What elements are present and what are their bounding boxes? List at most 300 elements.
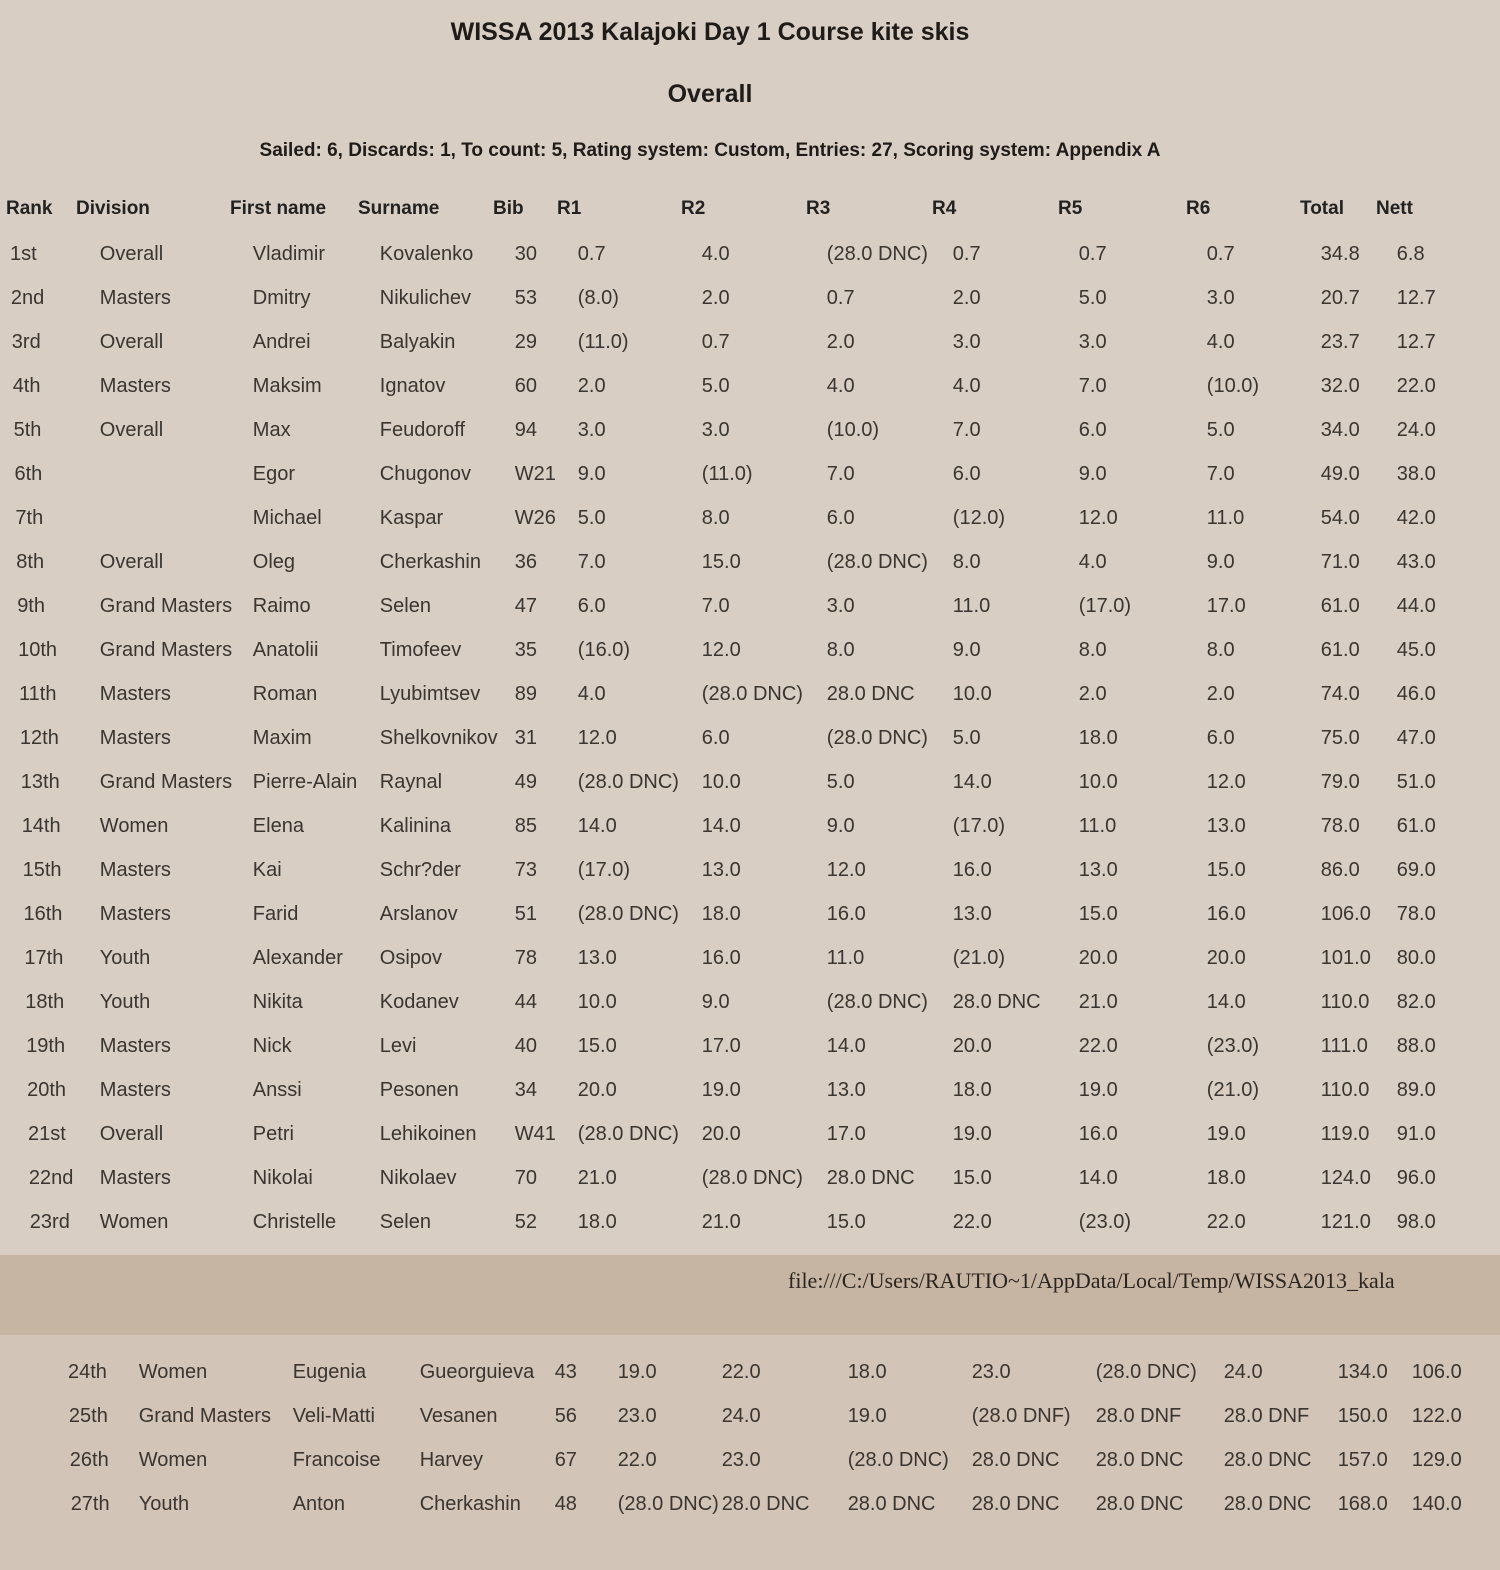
cell-division: Overall: [99, 242, 164, 265]
cell-r3: 18.0: [847, 1360, 887, 1383]
cell-surname: Kalinina: [379, 814, 451, 837]
cell-bib: W21: [514, 462, 556, 485]
cell-nett: 22.0: [1396, 374, 1436, 397]
cell-r3: 13.0: [826, 1078, 866, 1101]
cell-r3: 3.0: [826, 594, 855, 617]
cell-total: 78.0: [1320, 814, 1360, 837]
cell-nett: 122.0: [1411, 1404, 1462, 1427]
cell-r6: 13.0: [1206, 814, 1246, 837]
cell-rank: 13th: [20, 770, 60, 793]
cell-surname: Kovalenko: [379, 242, 474, 265]
cell-first-name: Francoise: [292, 1448, 381, 1471]
cell-rank: 9th: [17, 594, 45, 617]
cell-r1: 0.7: [577, 242, 606, 265]
cell-r4: 11.0: [952, 594, 991, 617]
cell-rank: 17th: [24, 946, 64, 969]
cell-r5: 11.0: [1078, 814, 1117, 837]
cell-r1: (11.0): [577, 330, 629, 353]
header-r2: R2: [681, 198, 706, 219]
cell-r2: 8.0: [701, 506, 730, 529]
table-row: [0, 804, 1467, 848]
cell-r4: (17.0): [952, 814, 1006, 837]
cell-total: 54.0: [1320, 506, 1360, 529]
cell-r6: 12.0: [1206, 770, 1246, 793]
cell-surname: Nikolaev: [379, 1166, 457, 1189]
cell-r1: 18.0: [577, 1210, 617, 1233]
cell-bib: 60: [514, 374, 538, 397]
cell-first-name: Kai: [252, 858, 282, 881]
cell-r5: 2.0: [1078, 682, 1107, 705]
cell-r6: 15.0: [1206, 858, 1246, 881]
cell-total: 61.0: [1320, 594, 1360, 617]
cell-first-name: Christelle: [252, 1210, 337, 1233]
table-row: [0, 1394, 1482, 1438]
cell-r5: (17.0): [1078, 594, 1132, 617]
cell-r2: 24.0: [721, 1404, 761, 1427]
cell-r6: 20.0: [1206, 946, 1246, 969]
cell-division: Grand Masters: [99, 770, 233, 793]
cell-nett: 51.0: [1396, 770, 1436, 793]
cell-rank: 18th: [25, 990, 65, 1013]
cell-r6: 8.0: [1206, 638, 1235, 661]
cell-r2: (11.0): [701, 462, 753, 485]
cell-total: 49.0: [1320, 462, 1360, 485]
cell-r2: 18.0: [701, 902, 741, 925]
cell-first-name: Maxim: [252, 726, 312, 749]
cell-r4: 19.0: [952, 1122, 992, 1145]
cell-division: Youth: [138, 1492, 190, 1515]
cell-first-name: Anton: [292, 1492, 345, 1515]
cell-rank: 8th: [16, 550, 45, 573]
table-row: [0, 936, 1467, 980]
cell-r5: 4.0: [1078, 550, 1107, 573]
cell-total: 110.0: [1320, 990, 1370, 1013]
cell-rank: 7th: [15, 506, 44, 529]
cell-nett: 129.0: [1411, 1448, 1462, 1471]
cell-r6: (21.0): [1206, 1078, 1260, 1101]
cell-r6: 6.0: [1206, 726, 1235, 749]
cell-rank: 16th: [23, 902, 63, 925]
cell-r6: 11.0: [1206, 506, 1245, 529]
cell-r3: 0.7: [826, 286, 855, 309]
cell-r5: 19.0: [1078, 1078, 1118, 1101]
cell-total: 111.0: [1320, 1034, 1368, 1057]
cell-first-name: Anatolii: [252, 638, 319, 661]
cell-r5: 8.0: [1078, 638, 1107, 661]
cell-r5: (23.0): [1078, 1210, 1132, 1233]
cell-first-name: Oleg: [252, 550, 296, 573]
cell-division: [100, 496, 253, 540]
cell-nett: 47.0: [1396, 726, 1436, 749]
cell-r3: 28.0 DNC: [826, 682, 915, 705]
cell-r5: 6.0: [1078, 418, 1107, 441]
cell-r2: 14.0: [701, 814, 741, 837]
cell-r2: (28.0 DNC): [701, 682, 803, 705]
cell-r1: (28.0 DNC): [577, 770, 679, 793]
cell-nett: 61.0: [1396, 814, 1436, 837]
table-row: [0, 1438, 1482, 1482]
cell-division: Overall: [99, 1122, 164, 1145]
cell-bib: 85: [514, 814, 538, 837]
cell-r2: 6.0: [701, 726, 730, 749]
cell-first-name: Raimo: [252, 594, 311, 617]
cell-bib: 40: [514, 1034, 538, 1057]
cell-rank: 20th: [27, 1078, 67, 1101]
cell-r2: 20.0: [701, 1122, 741, 1145]
cell-r5: 5.0: [1078, 286, 1107, 309]
cell-r6: 28.0 DNC: [1223, 1448, 1312, 1471]
cell-nett: 24.0: [1396, 418, 1436, 441]
cell-r3: (28.0 DNC): [826, 242, 928, 265]
cell-nett: 106.0: [1411, 1360, 1462, 1383]
cell-bib: 67: [554, 1448, 577, 1471]
cell-r6: 24.0: [1223, 1360, 1263, 1383]
header-bib: Bib: [493, 198, 524, 219]
cell-nett: 88.0: [1396, 1034, 1436, 1057]
cell-r3: 12.0: [826, 858, 866, 881]
cell-rank: 4th: [12, 374, 41, 397]
cell-first-name: Vladimir: [252, 242, 326, 265]
cell-r3: 28.0 DNC: [847, 1492, 936, 1515]
cell-r2: 19.0: [701, 1078, 741, 1101]
cell-nett: 46.0: [1396, 682, 1436, 705]
cell-nett: 69.0: [1396, 858, 1436, 881]
cell-r3: 8.0: [826, 638, 855, 661]
cell-r5: 20.0: [1078, 946, 1118, 969]
cell-r4: 28.0 DNC: [971, 1448, 1060, 1471]
cell-surname: Nikulichev: [379, 286, 471, 309]
cell-total: 124.0: [1320, 1166, 1371, 1189]
cell-r5: 16.0: [1078, 1122, 1118, 1145]
cell-r5: 28.0 DNF: [1095, 1404, 1182, 1427]
cell-total: 79.0: [1320, 770, 1360, 793]
cell-total: 34.0: [1320, 418, 1360, 441]
header-r4: R4: [932, 198, 957, 219]
cell-r4: 22.0: [952, 1210, 992, 1233]
cell-nett: 12.7: [1396, 286, 1436, 309]
cell-r5: 22.0: [1078, 1034, 1118, 1057]
cell-rank: 15th: [22, 858, 62, 881]
cell-r5: 12.0: [1078, 506, 1118, 529]
cell-r5: (28.0 DNC): [1095, 1360, 1197, 1383]
cell-first-name: Elena: [252, 814, 304, 837]
cell-r3: 28.0 DNC: [826, 1166, 915, 1189]
cell-total: 23.7: [1320, 330, 1360, 353]
table-row: [0, 1024, 1467, 1068]
cell-bib: W41: [514, 1122, 556, 1145]
cell-r3: (28.0 DNC): [826, 550, 928, 573]
cell-surname: Feudoroff: [379, 418, 466, 441]
cell-first-name: Alexander: [252, 946, 343, 969]
cell-bib: 56: [554, 1404, 577, 1427]
table-row: [0, 1156, 1467, 1200]
cell-r4: 13.0: [952, 902, 992, 925]
cell-total: 150.0: [1337, 1404, 1388, 1427]
cell-division: Youth: [99, 990, 151, 1013]
cell-first-name: Veli-Matti: [292, 1404, 375, 1427]
cell-r5: 18.0: [1078, 726, 1118, 749]
header-surname: Surname: [358, 198, 440, 219]
cell-division: Overall: [99, 418, 164, 441]
cell-division: Masters: [99, 286, 171, 309]
cell-total: 34.8: [1320, 242, 1360, 265]
cell-r4: 2.0: [952, 286, 981, 309]
table-row: [0, 892, 1467, 936]
cell-division: Masters: [99, 374, 171, 397]
cell-rank: 25th: [68, 1404, 108, 1427]
cell-division: Masters: [99, 902, 171, 925]
cell-r6: 14.0: [1206, 990, 1246, 1013]
cell-r2: 17.0: [701, 1034, 741, 1057]
cell-r6: 17.0: [1206, 594, 1246, 617]
cell-first-name: Andrei: [252, 330, 311, 353]
cell-total: 119.0: [1320, 1122, 1370, 1145]
cell-r4: 8.0: [952, 550, 981, 573]
cell-bib: 78: [514, 946, 538, 969]
page-subtitle: Overall: [667, 80, 753, 108]
cell-nett: 80.0: [1396, 946, 1436, 969]
cell-r5: 9.0: [1078, 462, 1107, 485]
cell-total: 106.0: [1320, 902, 1371, 925]
cell-nett: 91.0: [1396, 1122, 1436, 1145]
table-row: [0, 452, 1467, 496]
cell-nett: 38.0: [1396, 462, 1436, 485]
cell-r2: 22.0: [721, 1360, 761, 1383]
cell-first-name: Roman: [252, 682, 318, 705]
cell-nett: 140.0: [1411, 1492, 1462, 1515]
cell-r4: 10.0: [952, 682, 992, 705]
cell-surname: Gueorguieva: [419, 1360, 535, 1383]
cell-bib: 30: [514, 242, 538, 265]
cell-bib: 31: [514, 726, 538, 749]
cell-total: 134.0: [1337, 1360, 1388, 1383]
cell-total: 168.0: [1337, 1492, 1388, 1515]
cell-rank: 22nd: [28, 1166, 74, 1189]
cell-division: Masters: [99, 682, 171, 705]
cell-r3: 9.0: [826, 814, 855, 837]
cell-r6: 28.0 DNF: [1223, 1404, 1310, 1427]
cell-r2: 21.0: [701, 1210, 741, 1233]
cell-r4: 0.7: [952, 242, 981, 265]
cell-r2: 3.0: [701, 418, 730, 441]
cell-total: 20.7: [1320, 286, 1360, 309]
cell-total: 75.0: [1320, 726, 1360, 749]
cell-r4: (12.0): [952, 506, 1006, 529]
cell-r5: 0.7: [1078, 242, 1107, 265]
cell-total: 157.0: [1337, 1448, 1388, 1471]
cell-r4: 4.0: [952, 374, 981, 397]
cell-r6: 0.7: [1206, 242, 1235, 265]
cell-r5: 7.0: [1078, 374, 1107, 397]
cell-division: Masters: [99, 858, 171, 881]
cell-division: Grand Masters: [99, 594, 233, 617]
header-r3: R3: [806, 198, 831, 219]
cell-first-name: Pierre-Alain: [252, 770, 358, 793]
cell-surname: Selen: [379, 594, 431, 617]
cell-bib: 89: [514, 682, 538, 705]
cell-r3: 19.0: [847, 1404, 887, 1427]
cell-bib: 94: [514, 418, 538, 441]
cell-r1: 10.0: [577, 990, 617, 1013]
cell-r5: 14.0: [1078, 1166, 1118, 1189]
cell-rank: 19th: [26, 1034, 66, 1057]
cell-r1: 4.0: [577, 682, 606, 705]
cell-rank: 2nd: [10, 286, 45, 309]
cell-r1: 13.0: [577, 946, 617, 969]
cell-rank: 10th: [18, 638, 58, 661]
cell-r3: 5.0: [826, 770, 855, 793]
cell-r2: (28.0 DNC): [701, 1166, 803, 1189]
cell-r4: 20.0: [952, 1034, 992, 1057]
cell-first-name: Michael: [252, 506, 322, 529]
table-row: [0, 716, 1467, 760]
cell-r2: 4.0: [701, 242, 730, 265]
page-break-band: [0, 1255, 1500, 1335]
cell-r3: (28.0 DNC): [847, 1448, 949, 1471]
cell-r3: (10.0): [826, 418, 880, 441]
cell-surname: Arslanov: [379, 902, 458, 925]
cell-nett: 45.0: [1396, 638, 1436, 661]
cell-r4: 7.0: [952, 418, 981, 441]
cell-surname: Raynal: [379, 770, 443, 793]
cell-surname: Kaspar: [379, 506, 444, 529]
cell-surname: Cherkashin: [379, 550, 481, 573]
cell-r4: 6.0: [952, 462, 981, 485]
cell-bib: 43: [554, 1360, 577, 1383]
cell-surname: Vesanen: [419, 1404, 498, 1427]
cell-division: Women: [138, 1448, 208, 1471]
table-row: [0, 760, 1467, 804]
cell-r1: 9.0: [577, 462, 606, 485]
cell-bib: 47: [514, 594, 538, 617]
cell-r3: (28.0 DNC): [826, 726, 928, 749]
table-row: [0, 980, 1467, 1024]
cell-total: 101.0: [1320, 946, 1371, 969]
cell-surname: Pesonen: [379, 1078, 459, 1101]
cell-r2: 5.0: [701, 374, 730, 397]
cell-surname: Harvey: [419, 1448, 484, 1471]
cell-r6: 22.0: [1206, 1210, 1246, 1233]
cell-surname: Schr?der: [379, 858, 461, 881]
cell-r5: 13.0: [1078, 858, 1118, 881]
table-row: [0, 1068, 1467, 1112]
cell-r5: 3.0: [1078, 330, 1107, 353]
cell-r5: 21.0: [1078, 990, 1118, 1013]
cell-first-name: Egor: [252, 462, 296, 485]
cell-r3: 14.0: [826, 1034, 866, 1057]
cell-nett: 89.0: [1396, 1078, 1436, 1101]
results-table-page2: [0, 1350, 1482, 1526]
cell-first-name: Max: [252, 418, 291, 441]
cell-first-name: Farid: [252, 902, 299, 925]
cell-division: Masters: [99, 1078, 171, 1101]
cell-r3: 4.0: [826, 374, 855, 397]
table-row: [0, 232, 1467, 276]
cell-bib: 73: [514, 858, 538, 881]
cell-rank: 24th: [68, 1360, 107, 1383]
cell-r4: (28.0 DNF): [971, 1404, 1071, 1427]
cell-r3: 6.0: [826, 506, 855, 529]
cell-r2: 13.0: [701, 858, 741, 881]
cell-bib: 29: [514, 330, 538, 353]
cell-first-name: Anssi: [252, 1078, 302, 1101]
header-first-name: First name: [230, 198, 327, 219]
cell-nett: 78.0: [1396, 902, 1436, 925]
cell-nett: 44.0: [1396, 594, 1436, 617]
cell-r1: 6.0: [577, 594, 606, 617]
table-row: [0, 276, 1467, 320]
header-r1: R1: [557, 198, 582, 219]
cell-r6: (23.0): [1206, 1034, 1260, 1057]
cell-r3: 7.0: [826, 462, 855, 485]
cell-total: 121.0: [1320, 1210, 1371, 1233]
cell-r1: 3.0: [577, 418, 606, 441]
cell-r2: 10.0: [701, 770, 741, 793]
cell-total: 32.0: [1320, 374, 1360, 397]
cell-r6: 4.0: [1206, 330, 1235, 353]
cell-nett: 82.0: [1396, 990, 1436, 1013]
cell-r2: 15.0: [701, 550, 741, 573]
cell-division: Masters: [99, 1034, 171, 1057]
cell-bib: 44: [514, 990, 538, 1013]
cell-r2: 7.0: [701, 594, 730, 617]
cell-surname: Levi: [379, 1034, 417, 1057]
cell-surname: Shelkovnikov: [379, 726, 498, 749]
cell-r3: (28.0 DNC): [826, 990, 928, 1013]
cell-r5: 28.0 DNC: [1095, 1448, 1184, 1471]
cell-division: Masters: [99, 726, 171, 749]
header-division: Division: [76, 198, 150, 219]
cell-r6: 7.0: [1206, 462, 1235, 485]
cell-bib: 36: [514, 550, 538, 573]
cell-surname: Kodanev: [379, 990, 459, 1013]
table-row: [0, 848, 1467, 892]
cell-r4: 28.0 DNC: [952, 990, 1041, 1013]
cell-r4: 16.0: [952, 858, 992, 881]
cell-r4: 18.0: [952, 1078, 992, 1101]
cell-first-name: Petri: [252, 1122, 294, 1145]
cell-r1: 22.0: [617, 1448, 657, 1471]
cell-bib: 70: [514, 1166, 538, 1189]
table-row: [0, 540, 1467, 584]
cell-r4: 15.0: [952, 1166, 992, 1189]
cell-division: Women: [99, 814, 169, 837]
cell-r1: 7.0: [577, 550, 606, 573]
cell-total: 74.0: [1320, 682, 1360, 705]
cell-r4: (21.0): [952, 946, 1006, 969]
cell-r6: (10.0): [1206, 374, 1260, 397]
cell-bib: 35: [514, 638, 538, 661]
header-r6: R6: [1186, 198, 1211, 219]
cell-bib: 34: [514, 1078, 538, 1101]
cell-nett: 43.0: [1396, 550, 1436, 573]
cell-r2: 0.7: [701, 330, 730, 353]
cell-rank: 5th: [13, 418, 42, 441]
cell-r3: 17.0: [826, 1122, 866, 1145]
cell-r6: 16.0: [1206, 902, 1246, 925]
cell-division: Overall: [99, 330, 164, 353]
cell-surname: Osipov: [379, 946, 443, 969]
table-row: [0, 628, 1467, 672]
cell-r6: 18.0: [1206, 1166, 1246, 1189]
cell-bib: 52: [514, 1210, 538, 1233]
cell-rank: 27th: [70, 1492, 110, 1515]
cell-division: [100, 452, 253, 496]
cell-r1: 15.0: [577, 1034, 617, 1057]
cell-division: Overall: [99, 550, 164, 573]
cell-r5: 10.0: [1078, 770, 1118, 793]
cell-r4: 3.0: [952, 330, 981, 353]
